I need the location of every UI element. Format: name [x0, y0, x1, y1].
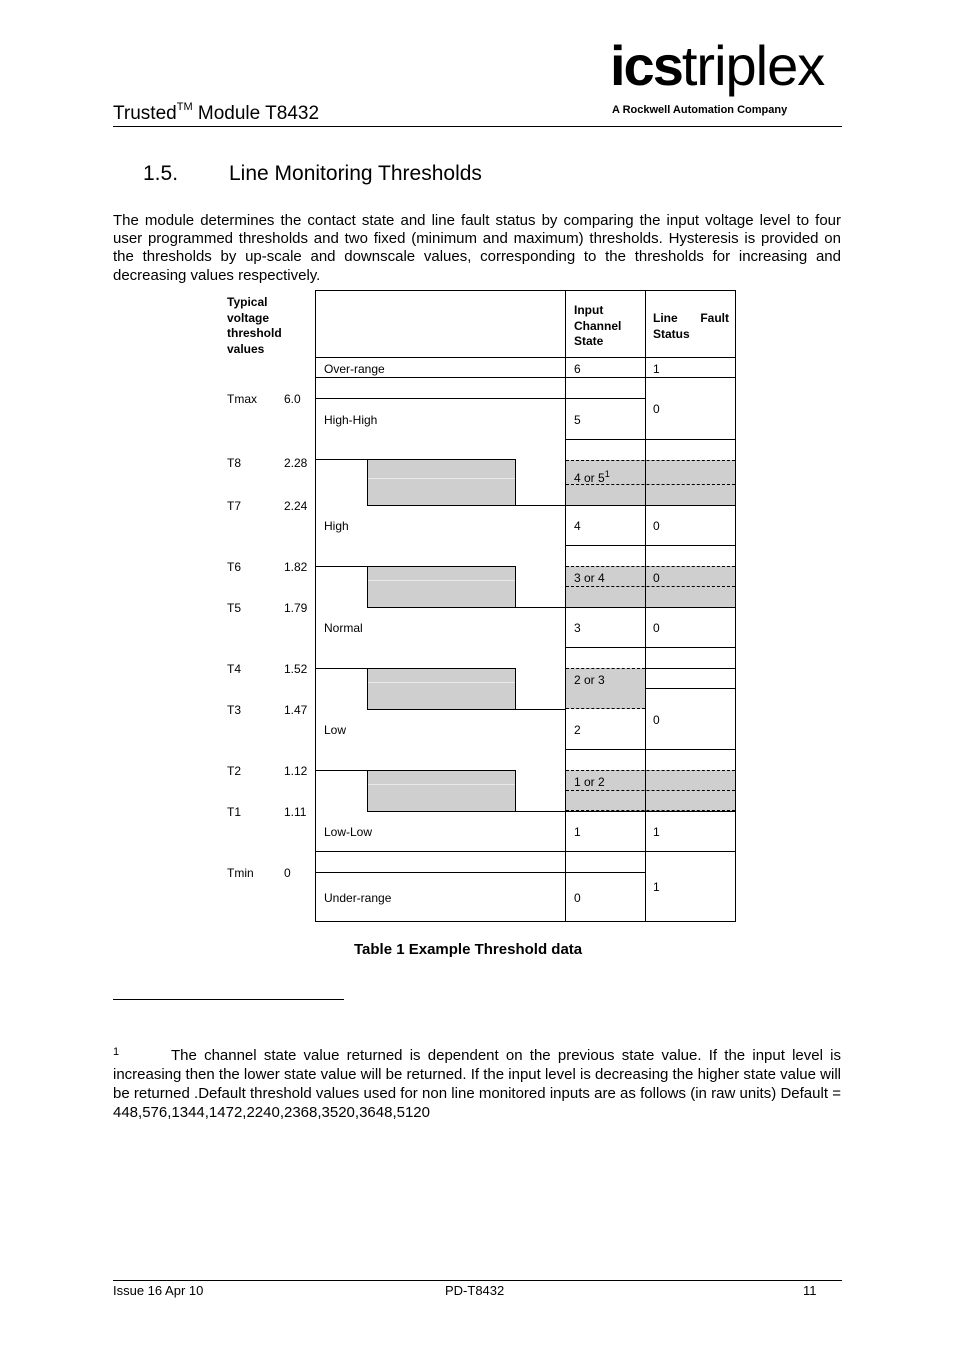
trademark-mark: TM — [176, 101, 193, 113]
threshold-name: T8 — [227, 456, 242, 470]
table-rule — [516, 709, 566, 710]
state-header — [574, 303, 621, 350]
range-label: High-High — [324, 413, 378, 427]
voltage-header — [227, 295, 282, 357]
state-value: 0 — [574, 891, 581, 905]
state-value: 6 — [574, 362, 581, 376]
hysteresis-boundary — [566, 708, 645, 709]
threshold-name: T7 — [227, 499, 242, 513]
state-value-with-footnote — [574, 469, 610, 485]
threshold-name: T1 — [227, 805, 242, 819]
threshold-value: 2.24 — [284, 499, 308, 513]
table-caption: Table 1 Example Threshold data — [354, 941, 583, 958]
table-rule — [315, 566, 367, 567]
threshold-value: 1.12 — [284, 764, 308, 778]
fault-value: 1 — [653, 362, 660, 376]
hysteresis-boundary — [566, 770, 735, 771]
fault-value: 0 — [653, 402, 660, 416]
footnote-rule — [113, 999, 344, 1000]
footnote-mark: 1 — [113, 1046, 120, 1058]
hysteresis-boundary — [566, 566, 735, 567]
table-rule — [315, 357, 736, 358]
table-rule — [566, 545, 736, 546]
table-border — [315, 290, 736, 291]
hysteresis-boundary — [566, 810, 735, 811]
table-rule — [566, 647, 736, 648]
table-border — [315, 290, 316, 922]
table-border — [315, 921, 736, 922]
threshold-value: 1.11 — [284, 805, 307, 819]
hysteresis-box — [367, 668, 516, 710]
threshold-value: 1.82 — [284, 560, 308, 574]
state-value: 2 — [574, 723, 581, 737]
state-value: 2 or 3 — [574, 673, 605, 687]
fault-header: Line Fault Status — [653, 311, 733, 341]
fault-value: 1 — [653, 825, 660, 839]
voltage-header-line: voltage — [227, 310, 270, 325]
table-rule — [566, 439, 736, 440]
table-rule — [315, 459, 367, 460]
threshold-name: Tmax — [227, 392, 257, 406]
table-rule — [516, 607, 736, 608]
hysteresis-box — [367, 459, 516, 506]
state-value: 4 or 5 — [574, 471, 605, 485]
state-value: 3 or 4 — [574, 571, 605, 585]
state-value: 1 or 2 — [574, 775, 605, 789]
threshold-value: 6.0 — [284, 392, 301, 406]
hysteresis-boundary — [566, 790, 735, 791]
intro-paragraph: The module determines the contact state and line fault status by comparing the input voltage level to four user programmed thresholds and two fixed (minimum and maximum) thresholds. Hysteresis is provided on the thresholds by up-scale and downscale values, corresponding to the thresholds for increasing and decreasing values respectively. — [113, 212, 841, 284]
header-rule — [113, 126, 842, 127]
threshold-value: 1.47 — [284, 703, 308, 717]
threshold-value: 0 — [284, 866, 291, 880]
range-label: Over-range — [324, 362, 385, 376]
hysteresis-boundary — [566, 586, 735, 587]
range-label: Under-range — [324, 891, 392, 905]
footer-rule — [113, 1280, 842, 1281]
table-rule — [315, 668, 367, 669]
hysteresis-box — [367, 566, 516, 608]
table-rule — [516, 811, 736, 812]
range-label: High — [324, 519, 349, 533]
table-rule — [315, 770, 367, 771]
ics-triplex-logo — [610, 34, 825, 97]
range-label: Low — [324, 723, 347, 737]
table-rule — [645, 668, 736, 669]
header-title — [113, 101, 319, 125]
voltage-header-line: values — [227, 341, 265, 356]
table-rule — [315, 398, 646, 399]
range-label: Normal — [324, 621, 363, 635]
fault-value: 1 — [653, 880, 660, 894]
state-value: 3 — [574, 621, 581, 635]
state-value: 4 — [574, 519, 581, 533]
table-rule — [645, 688, 736, 689]
voltage-header-line: Typical — [227, 295, 268, 309]
logo-tagline: A Rockwell Automation Company — [612, 104, 788, 116]
hysteresis-boundary — [566, 460, 735, 461]
voltage-header-line: threshold — [227, 326, 282, 340]
table-rule — [566, 749, 736, 750]
footer-issue: Issue 16 Apr 10 — [113, 1283, 204, 1298]
threshold-value: 1.52 — [284, 662, 308, 676]
threshold-value: 1.79 — [284, 601, 308, 615]
logo-ics: ics — [610, 34, 682, 97]
table-rule — [315, 851, 736, 852]
hysteresis-boundary — [566, 668, 645, 669]
table-rule — [315, 872, 646, 873]
footer-doc-id: PD-T8432 — [445, 1283, 505, 1298]
threshold-name: Tmin — [227, 866, 254, 880]
fault-value: 0 — [653, 713, 660, 727]
threshold-name: T2 — [227, 764, 242, 778]
state-header-line: Channel — [574, 318, 622, 333]
section-title: Line Monitoring Thresholds — [229, 162, 482, 185]
table-border — [565, 290, 566, 922]
header-module: Module T8432 — [197, 103, 320, 124]
table-border — [645, 290, 646, 922]
state-header-line: Input — [574, 303, 604, 317]
fault-value: 0 — [653, 621, 660, 635]
header-product: Trusted — [113, 103, 177, 124]
footnote-text: The channel state value returned is dependent on the previous state value. If the input level is increasing then the lower state value will be returned. If the input level is decreasing the higher state value will be returned .Default threshold values used for non line monitored inputs are as follows (in raw units) Default = 448,576,1344,1472,2240,2368,3520,3648,5120 — [113, 1047, 841, 1121]
logo-triplex: triplex — [681, 34, 825, 97]
range-label: Low-Low — [324, 825, 373, 839]
page-number: 11 — [803, 1283, 817, 1298]
state-header-line: State — [574, 334, 604, 348]
table-rule — [516, 505, 736, 506]
fault-value: 0 — [653, 571, 660, 585]
section-number: 1.5. — [143, 162, 179, 185]
fault-value: 0 — [653, 519, 660, 533]
threshold-name: T6 — [227, 560, 242, 574]
threshold-name: T5 — [227, 601, 242, 615]
state-value: 1 — [574, 825, 581, 839]
footnote-ref: 1 — [604, 469, 610, 479]
hysteresis-box — [367, 770, 516, 812]
threshold-name: T4 — [227, 662, 242, 676]
threshold-name: T3 — [227, 703, 242, 717]
table-border — [735, 290, 736, 922]
table-rule — [315, 377, 736, 378]
state-value: 5 — [574, 413, 581, 427]
threshold-value: 2.28 — [284, 456, 308, 470]
